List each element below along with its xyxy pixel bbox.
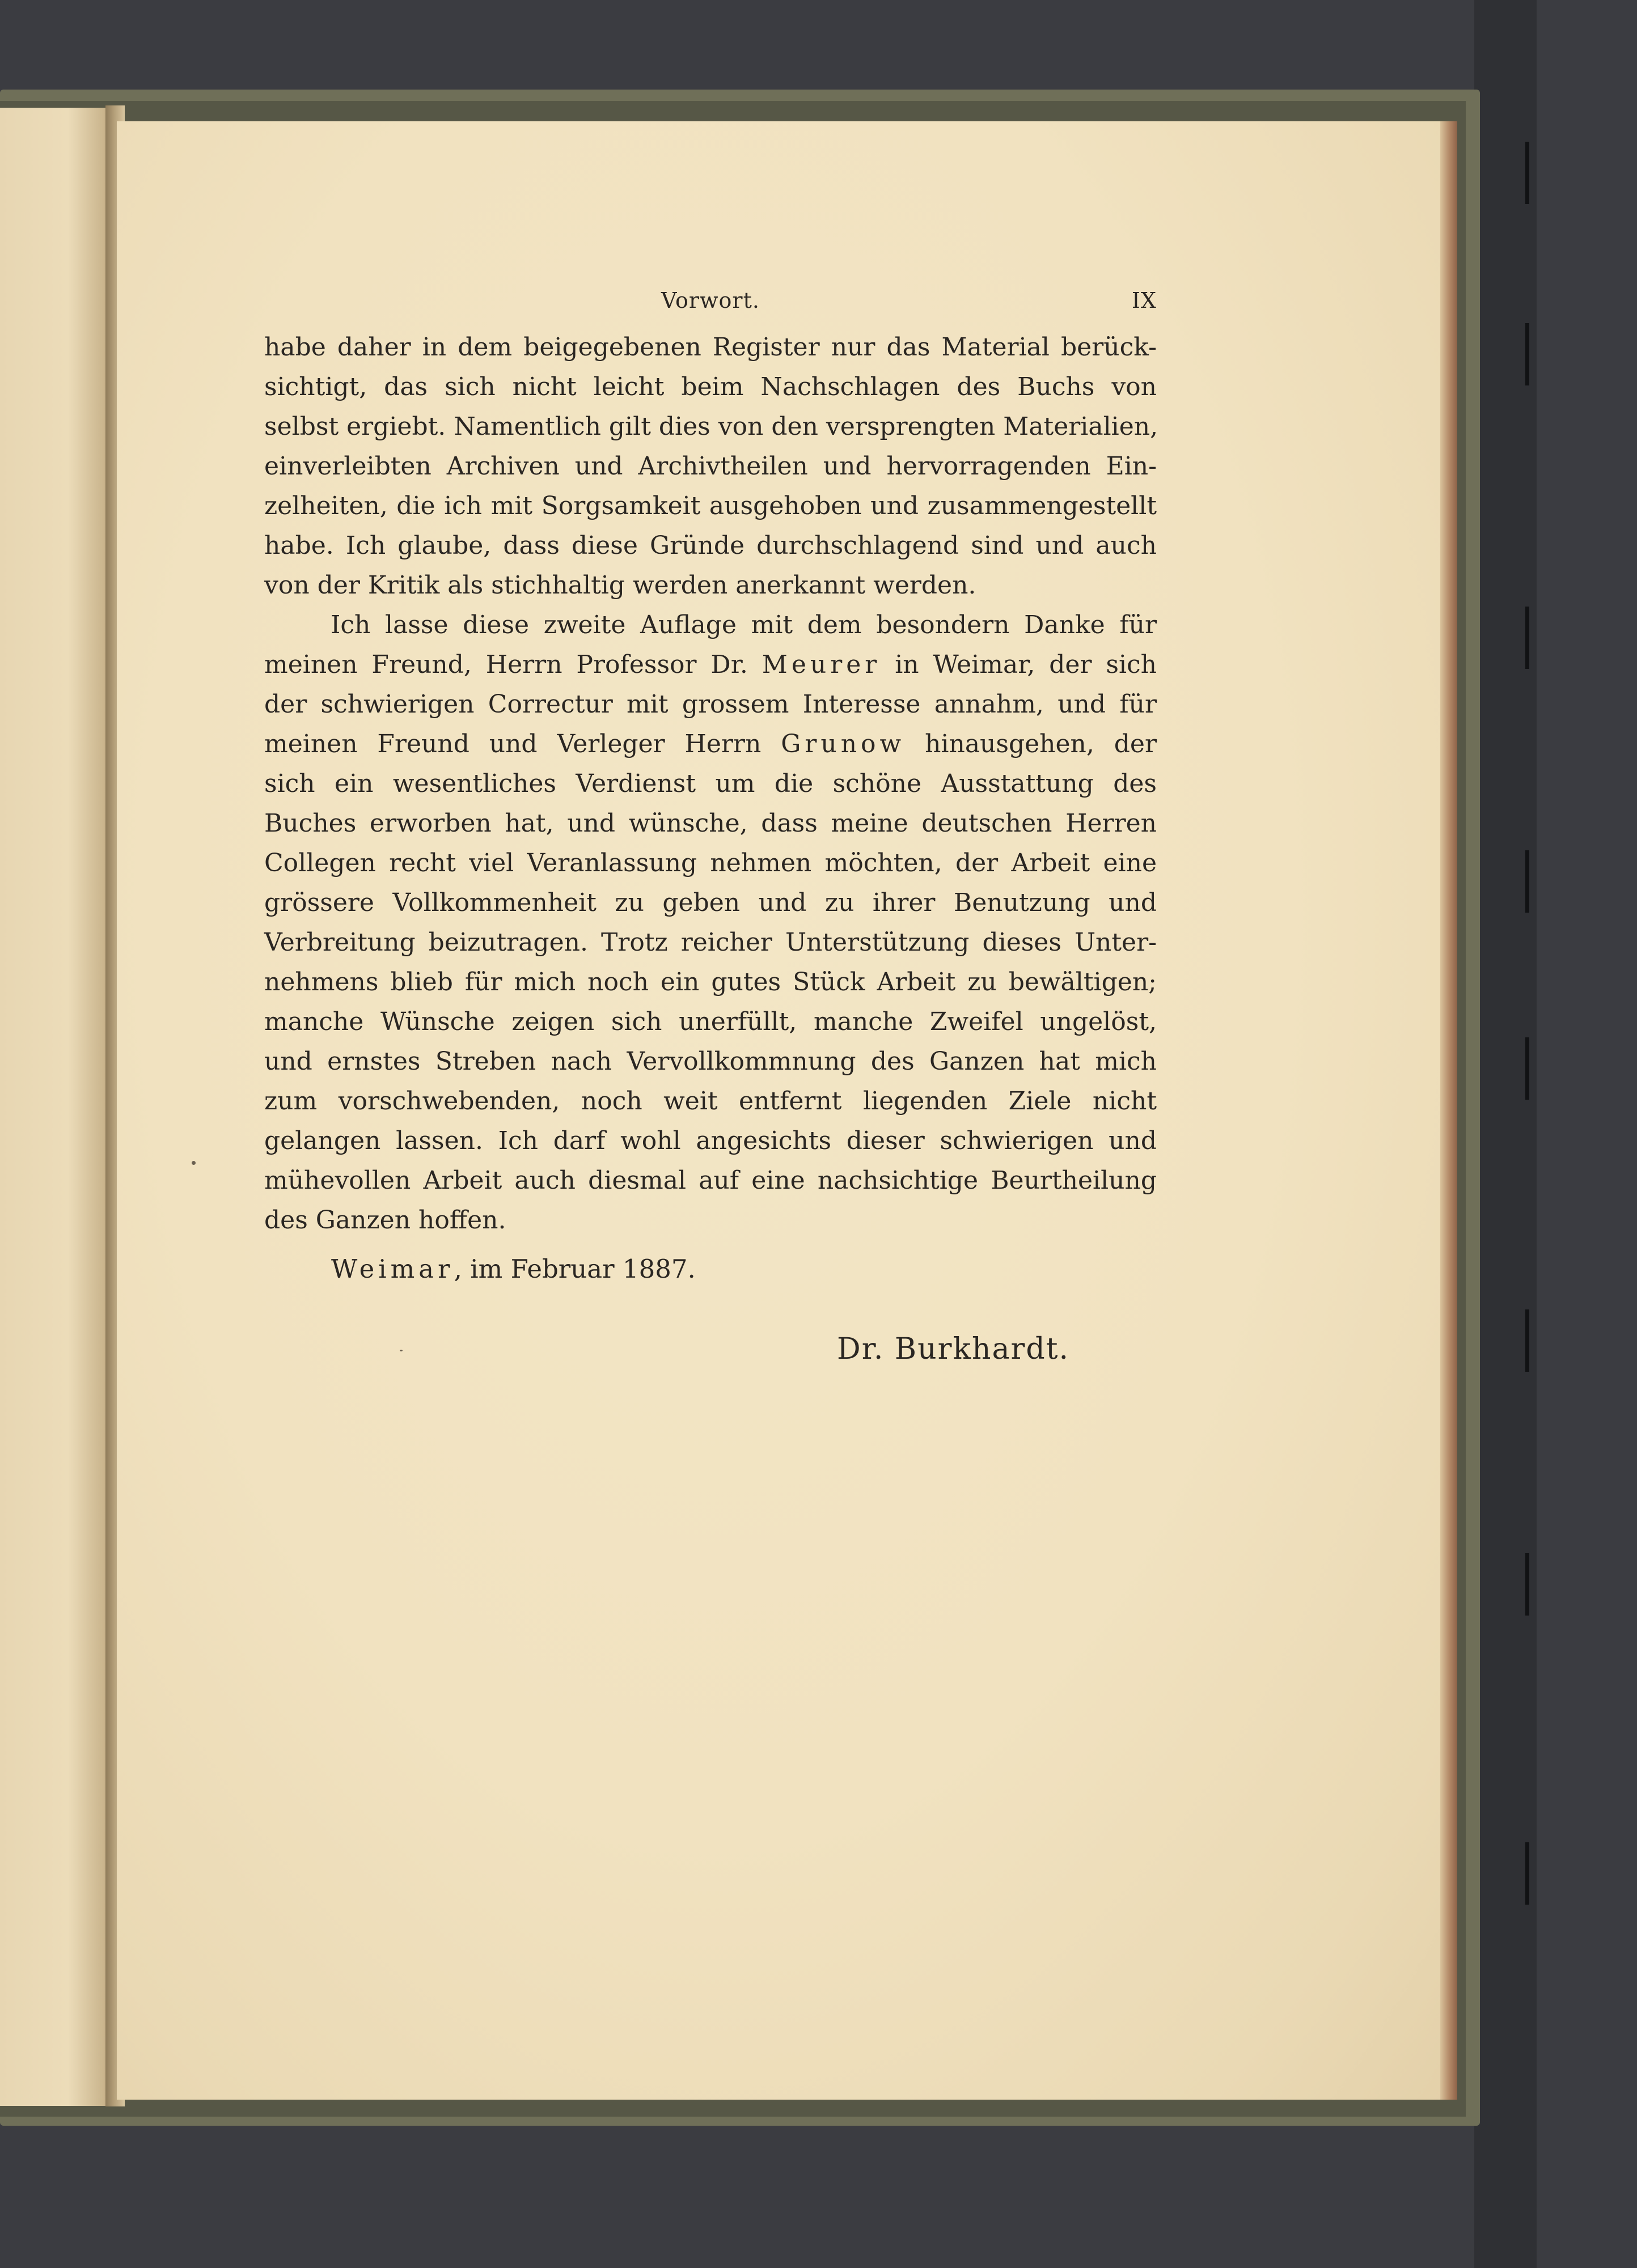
text-line: mühevollen Arbeit auch diesmal auf eine nachsichtige Beurtheilung	[264, 1166, 1157, 1195]
text-line: Buches erworben hat, und wünsche, dass meine deutschen Herren	[264, 809, 1157, 838]
text-line: gelangen lassen. Ich darf wohl angesichts dieser schwierigen und	[264, 1126, 1157, 1155]
text-line: einverleibten Archiven und Archivtheilen und hervorragenden Ein-	[264, 452, 1157, 481]
name-grunow: Grunow	[781, 730, 906, 758]
page-fore-edge	[1440, 121, 1457, 2100]
text-line: grössere Vollkommenheit zu geben und zu ihrer Benutzung und	[264, 888, 1157, 917]
text-line: der schwierigen Correctur mit grossem Interesse annahm, und für	[264, 690, 1157, 719]
text-line: habe daher in dem beigegebenen Register nur das Material berück-	[264, 333, 1157, 362]
text-line: manche Wünsche zeigen sich unerfüllt, manche Zweifel ungelöst,	[264, 1007, 1157, 1036]
text-line: des Ganzen hoffen.	[264, 1206, 506, 1235]
ruler-mark	[1525, 142, 1529, 204]
text-line: nehmens blieb für mich noch ein gutes Stück Arbeit zu bewältigen;	[264, 968, 1157, 997]
text-line: habe. Ich glaube, dass diese Gründe durchschlagend sind und auch	[264, 531, 1157, 560]
text-line: sich ein wesentliches Verdienst um die schöne Ausstattung des	[264, 769, 1157, 798]
ruler-mark	[1525, 1309, 1529, 1372]
running-head	[264, 288, 1157, 328]
paper-speck	[192, 1161, 196, 1165]
text-run: hinausgehen, der	[905, 730, 1157, 758]
text-run: meinen Freund und Verleger Herrn	[264, 730, 781, 758]
paragraph-1	[264, 328, 1157, 605]
author-signature: Dr. Burkhardt.	[837, 1332, 1070, 1366]
text-line: selbst ergiebt. Namentlich gilt dies von den versprengten Materialien,	[264, 412, 1158, 441]
ruler-mark	[1525, 323, 1529, 385]
running-title: Vorwort.	[661, 288, 760, 313]
text-line: zum vorschwebenden, noch weit entfernt liegenden Ziele nicht	[264, 1087, 1157, 1116]
paragraph-2	[264, 605, 1157, 1240]
text-line	[264, 724, 1157, 764]
text-line: sichtigt, das sich nicht leicht beim Nachschlagen des Buchs von	[264, 372, 1157, 401]
place-name: Weimar	[331, 1254, 454, 1284]
text-line	[264, 645, 1157, 685]
page-text-block	[264, 288, 1157, 1372]
text-line: Collegen recht viel Veranlassung nehmen möchten, der Arbeit eine	[264, 849, 1157, 877]
page-number: IX	[1131, 288, 1157, 313]
ruler-mark	[1525, 850, 1529, 913]
date-text: , im Februar 1887.	[454, 1254, 696, 1284]
place-date	[264, 1249, 1157, 1289]
text-line: Ich lasse diese zweite Auflage mit dem besondern Danke für	[331, 611, 1157, 639]
ruler-mark	[1525, 1553, 1529, 1616]
ruler-mark	[1525, 1037, 1529, 1100]
left-page	[0, 108, 113, 2106]
text-line: zelheiten, die ich mit Sorgsamkeit ausgehoben und zusammengestellt	[264, 491, 1157, 520]
text-line: Verbreitung beizutragen. Trotz reicher Unterstützung dieses Unter-	[264, 928, 1157, 957]
text-run: meinen Freund, Herrn Professor Dr.	[264, 650, 762, 679]
ruler-mark	[1525, 607, 1529, 669]
text-line: und ernstes Streben nach Vervollkommnung des Ganzen hat mich	[264, 1047, 1157, 1076]
text-run: in Weimar, der sich	[881, 650, 1157, 679]
text-line: von der Kritik als stichhaltig werden anerkannt werden.	[264, 571, 976, 600]
name-meurer: Meurer	[762, 650, 881, 679]
ruler-mark	[1525, 1842, 1529, 1905]
